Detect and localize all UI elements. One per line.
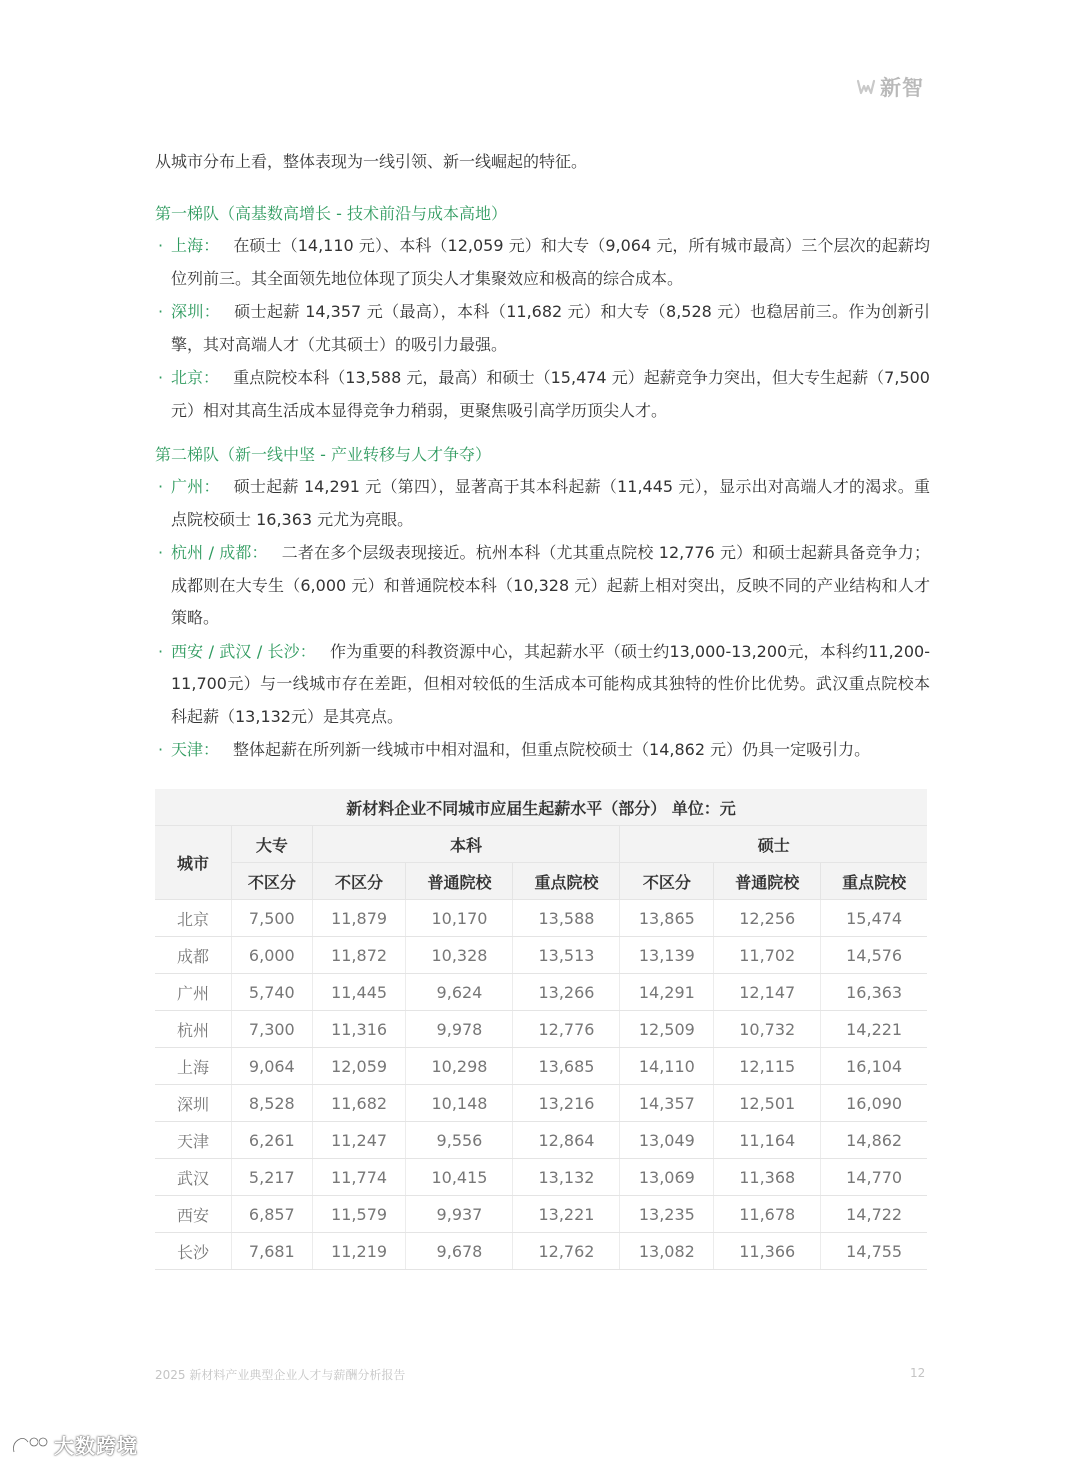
list-item	[155, 636, 930, 734]
table-cell-city: 杭州	[155, 1011, 232, 1048]
bullet-city: 天津：	[171, 740, 220, 759]
bullet-text: 重点院校本科（13,588 元，最高）和硕士（15,474 元）起薪竞争力突出，但大专生起薪（7,500 元）相对其高生活成本显得竞争力稍弱，更聚焦吸引高学历顶尖人才。	[171, 368, 930, 420]
list-item	[155, 362, 930, 427]
subheader: 重点院校	[513, 863, 620, 900]
table-cell-value: 9,678	[406, 1233, 513, 1270]
watermark	[10, 1430, 138, 1459]
table-cell-value: 9,556	[406, 1122, 513, 1159]
table-cell-value: 16,090	[821, 1085, 927, 1122]
table-caption-row	[155, 789, 927, 826]
table-cell-value: 10,415	[406, 1159, 513, 1196]
table-row	[155, 1233, 927, 1270]
table-cell-value: 15,474	[821, 900, 927, 937]
table-cell-value: 13,049	[620, 1122, 714, 1159]
table-cell-value: 14,862	[821, 1122, 927, 1159]
bullet-dot-icon: ·	[158, 740, 164, 759]
bullet-text: 硕士起薪 14,357 元（最高），本科（11,682 元）和大专（8,528 元）也稳居前三。作为创新引擎，其对高端人才（尤其硕士）的吸引力最强。	[171, 302, 930, 354]
table-row	[155, 1196, 927, 1233]
bullet-dot-icon: ·	[158, 543, 164, 562]
table-cell-value: 11,368	[714, 1159, 821, 1196]
tier-title: 第一梯队（高基数高增长 - 技术前沿与成本高地）	[155, 204, 507, 223]
table-cell-value: 12,059	[312, 1048, 406, 1085]
bullet-city: 北京：	[171, 368, 220, 387]
table-cell-value: 11,872	[312, 937, 406, 974]
subheader: 重点院校	[821, 863, 927, 900]
table-cell-city: 上海	[155, 1048, 232, 1085]
table-cell-value: 16,104	[821, 1048, 927, 1085]
table-cell-value: 14,221	[821, 1011, 927, 1048]
table-cell-value: 7,681	[232, 1233, 313, 1270]
table-cell-value: 13,139	[620, 937, 714, 974]
bullet-dot-icon: ·	[158, 236, 164, 255]
bullet-city: 西安 / 武汉 / 长沙：	[171, 641, 316, 661]
table-cell-value: 5,217	[232, 1159, 313, 1196]
list-item	[155, 296, 930, 361]
table-cell-value: 12,762	[513, 1233, 620, 1270]
table-cell-value: 11,678	[714, 1196, 821, 1233]
table-cell-value: 11,316	[312, 1011, 406, 1048]
table-cell-value: 14,110	[620, 1048, 714, 1085]
subheader: 普通院校	[714, 863, 821, 900]
table-cell-value: 14,357	[620, 1085, 714, 1122]
table-cell-value: 12,115	[714, 1048, 821, 1085]
table-cell-city: 天津	[155, 1122, 232, 1159]
table-cell-value: 13,588	[513, 900, 620, 937]
table-cell-value: 13,082	[620, 1233, 714, 1270]
table-row	[155, 1048, 927, 1085]
bullet-text: 硕士起薪 14,291 元（第四），显著高于其本科起薪（11,445 元），显示出对高端人才的渴求。重点院校硕士 16,363 元尤为亮眼。	[171, 477, 930, 529]
table-cell-value: 12,509	[620, 1011, 714, 1048]
watermark-logo-icon	[10, 1432, 48, 1458]
table-cell-value: 11,366	[714, 1233, 821, 1270]
group-header-master: 硕士	[620, 826, 927, 863]
bullet-city: 广州：	[171, 477, 220, 496]
table-cell-value: 11,682	[312, 1085, 406, 1122]
table-cell-value: 6,857	[232, 1196, 313, 1233]
bullet-text: 在硕士（14,110 元）、本科（12,059 元）和大专（9,064 元，所有城市最高）三个层次的起薪均位列前三。其全面领先地位体现了顶尖人才集聚效应和极高的综合成本。	[171, 236, 930, 288]
table-cell-value: 11,445	[312, 974, 406, 1011]
bullet-city: 上海：	[171, 236, 220, 255]
group-header-bachelor: 本科	[312, 826, 620, 863]
table-cell-value: 8,528	[232, 1085, 313, 1122]
table-cell-value: 10,298	[406, 1048, 513, 1085]
table-cell-value: 11,702	[714, 937, 821, 974]
bullet-city: 深圳：	[171, 302, 221, 321]
subheader: 不区分	[620, 863, 714, 900]
bullet-text: 二者在多个层级表现接近。杭州本科（尤其重点院校 12,776 元）和硕士起薪具备竞争力；成都则在大专生（6,000 元）和普通院校本科（10,328 元）起薪上相对突出，反映不同的产业结构和人才策略。	[171, 543, 930, 627]
footer-title: 2025 新材料产业典型企业人才与薪酬分析报告	[155, 1368, 406, 1382]
table-cell-city: 成都	[155, 937, 232, 974]
table-cell-value: 9,624	[406, 974, 513, 1011]
table-cell-value: 13,216	[513, 1085, 620, 1122]
list-item	[155, 734, 930, 767]
group-header-junior-college: 大专	[232, 826, 313, 863]
brand-logo	[856, 72, 924, 102]
tier-title: 第二梯队（新一线中坚 - 产业转移与人才争夺）	[155, 445, 491, 464]
bullet-dot-icon: ·	[158, 477, 164, 496]
table-cell-value: 12,776	[513, 1011, 620, 1048]
bullet-dot-icon: ·	[158, 302, 164, 321]
table-cell-value: 13,069	[620, 1159, 714, 1196]
table-cell-value: 11,164	[714, 1122, 821, 1159]
table-cell-value: 10,148	[406, 1085, 513, 1122]
subheader: 不区分	[232, 863, 313, 900]
table-cell-value: 11,774	[312, 1159, 406, 1196]
tier-bullet-list	[155, 230, 930, 427]
tier-section-2	[155, 439, 930, 767]
table-row	[155, 1122, 927, 1159]
table-cell-city: 北京	[155, 900, 232, 937]
table-row	[155, 900, 927, 937]
report-body	[155, 146, 930, 779]
table-cell-value: 9,064	[232, 1048, 313, 1085]
bullet-text: 整体起薪在所列新一线城市中相对温和，但重点院校硕士（14,862 元）仍具一定吸引力。	[233, 740, 871, 759]
table-subheader-row	[155, 863, 927, 900]
city-column-header: 城市	[155, 826, 232, 900]
table-cell-value: 6,261	[232, 1122, 313, 1159]
table-cell-value: 5,740	[232, 974, 313, 1011]
table-cell-value: 6,000	[232, 937, 313, 974]
table-cell-city: 西安	[155, 1196, 232, 1233]
table-row	[155, 937, 927, 974]
table-cell-city: 武汉	[155, 1159, 232, 1196]
table-cell-value: 9,978	[406, 1011, 513, 1048]
table-cell-value: 7,300	[232, 1011, 313, 1048]
bullet-dot-icon: ·	[158, 368, 164, 387]
list-item	[155, 537, 930, 635]
table-cell-value: 13,865	[620, 900, 714, 937]
table-cell-value: 12,147	[714, 974, 821, 1011]
brand-logo-text: 新智	[880, 76, 924, 100]
table-cell-value: 10,328	[406, 937, 513, 974]
table-cell-value: 9,937	[406, 1196, 513, 1233]
table-cell-value: 13,685	[513, 1048, 620, 1085]
table-caption: 新材料企业不同城市应届生起薪水平（部分） 单位：元	[155, 789, 927, 826]
table-cell-value: 13,235	[620, 1196, 714, 1233]
page-number: 12	[910, 1366, 926, 1380]
table-cell-value: 11,219	[312, 1233, 406, 1270]
table-cell-value: 12,864	[513, 1122, 620, 1159]
brand-logo-icon	[856, 78, 876, 96]
table-cell-value: 14,770	[821, 1159, 927, 1196]
table-cell-value: 14,576	[821, 937, 927, 974]
table-cell-value: 11,579	[312, 1196, 406, 1233]
table-group-header-row	[155, 826, 927, 863]
salary-table	[155, 789, 927, 1270]
table-cell-value: 13,266	[513, 974, 620, 1011]
table-row	[155, 1159, 927, 1196]
table-row	[155, 1011, 927, 1048]
subheader: 不区分	[312, 863, 406, 900]
bullet-text: 作为重要的科教资源中心，其起薪水平（硕士约13,000-13,200元，本科约11,200-11,700元）与一线城市存在差距，但相对较低的生活成本可能构成其独特的性价比优势。武汉重点院校本科起薪（13,132元）是其亮点。	[171, 641, 930, 726]
table-cell-value: 12,256	[714, 900, 821, 937]
table-cell-value: 16,363	[821, 974, 927, 1011]
table-cell-value: 7,500	[232, 900, 313, 937]
table-body	[155, 900, 927, 1270]
subheader: 普通院校	[406, 863, 513, 900]
table-cell-value: 13,513	[513, 937, 620, 974]
table-cell-value: 11,247	[312, 1122, 406, 1159]
bullet-dot-icon: ·	[158, 641, 164, 661]
tier-section-1	[155, 198, 930, 427]
table-cell-value: 10,170	[406, 900, 513, 937]
table-cell-value: 13,132	[513, 1159, 620, 1196]
table-cell-value: 14,722	[821, 1196, 927, 1233]
list-item	[155, 471, 930, 536]
list-item	[155, 230, 930, 295]
table-cell-city: 广州	[155, 974, 232, 1011]
table-cell-city: 长沙	[155, 1233, 232, 1270]
tier-bullet-list	[155, 471, 930, 767]
table-cell-value: 14,755	[821, 1233, 927, 1270]
table-cell-value: 10,732	[714, 1011, 821, 1048]
table-cell-value: 12,501	[714, 1085, 821, 1122]
table-cell-city: 深圳	[155, 1085, 232, 1122]
bullet-city: 杭州 / 成都：	[171, 543, 268, 562]
table-cell-value: 14,291	[620, 974, 714, 1011]
table-row	[155, 974, 927, 1011]
intro-paragraph: 从城市分布上看，整体表现为一线引领、新一线崛起的特征。	[155, 152, 588, 171]
watermark-text: 大数跨境	[54, 1434, 138, 1458]
table-row	[155, 1085, 927, 1122]
table-cell-value: 13,221	[513, 1196, 620, 1233]
table-cell-value: 11,879	[312, 900, 406, 937]
